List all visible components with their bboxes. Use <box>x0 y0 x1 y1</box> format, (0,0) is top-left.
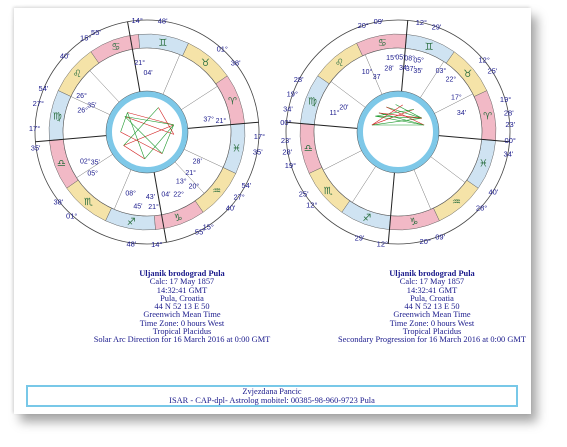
chart-wheel-solar-arc <box>27 12 267 252</box>
coordinates: 44 N 52 13 E 50 <box>154 302 210 312</box>
planet-degree-label: 37° <box>203 116 214 124</box>
planet-degree-label: 21° <box>185 170 196 178</box>
planet-degree-label: 20° <box>188 183 200 191</box>
zodiac-sign-icon: ♑ <box>409 217 419 229</box>
cusp-degree-label: 12° <box>376 239 389 249</box>
cusp-degree-label: 35' <box>30 143 41 153</box>
cusp-degree-label: 40' <box>59 51 70 61</box>
planet-degree-label: 37 <box>372 73 381 81</box>
zodiac-sign-icon: ♐ <box>126 217 136 229</box>
planet-degree-label: 35' <box>413 67 423 75</box>
cusp-degree-label: 15° <box>80 33 92 43</box>
cusp-degree-label: 27° <box>233 192 245 202</box>
method: Secondary Progression for 16 March 2016 at 0:00 GMT <box>338 335 526 345</box>
zodiac-sign-icon: ♌ <box>335 57 344 69</box>
planet-degree-label: 26° <box>77 107 88 115</box>
mean-time: Greenwich Mean Time <box>143 310 221 320</box>
cusp-degree-label: 14° <box>131 15 143 25</box>
cusp-degree-label: 15° <box>202 222 214 232</box>
planet-degree-label: 05° <box>413 57 424 65</box>
planet-degree-label: 21° <box>148 204 159 212</box>
planet-degree-label: 37' <box>405 65 415 73</box>
cusp-degree-label: 28° <box>475 203 488 213</box>
aspect-ring <box>109 94 185 170</box>
zodiac-sign-icon: ♒ <box>212 185 222 197</box>
cusp-degree-label: 01° <box>66 211 78 221</box>
cusp-degree-label: 55' <box>91 27 101 37</box>
cusp-degree-label: 23' <box>280 135 291 145</box>
method: Solar Arc Direction for 16 March 2016 at 0:00 GMT <box>93 335 271 345</box>
cusp-degree-label: 12° <box>306 200 318 210</box>
planet-degree-label: 35' <box>87 102 97 110</box>
zodiac-sign-icon: ♌ <box>72 69 82 81</box>
zodiac-sign-icon: ♊ <box>158 37 168 49</box>
zodiac-sign-icon: ♋ <box>377 37 387 49</box>
planet-degree-label: 28' <box>384 65 394 73</box>
cusp-degree-label: 38' <box>230 58 241 68</box>
cusp-degree-label: 20° <box>419 237 431 247</box>
chart-wheel-progression <box>278 12 518 252</box>
house-system: Tropical Placidus <box>152 327 212 337</box>
calc-date: Calc: 17 May 1857 <box>149 277 215 287</box>
cusp-degree-label: 48' <box>126 239 137 249</box>
cusp-degree-label: 19° <box>286 89 298 99</box>
cusp-degree-label: 19° <box>499 95 512 105</box>
planet-degree-label: 05° <box>87 170 98 178</box>
planet-degree-label: 28' <box>192 158 202 166</box>
cusp-degree-label: 38' <box>53 197 64 207</box>
planet-degree-label: 05° <box>395 54 406 62</box>
zodiac-sign-icon: ♑ <box>173 213 183 225</box>
zodiac-sign-icon: ♏ <box>323 185 333 197</box>
zodiac-sign-icon: ♓ <box>479 158 488 170</box>
author-contact: ISAR - CAP-dpl- Astrolog mobitel: 00385-98-960-9723 Pula <box>169 395 375 405</box>
zodiac-sign-icon: ♏ <box>84 197 93 209</box>
cusp-degree-label: 40' <box>225 203 236 213</box>
zodiac-sign-icon: ♉ <box>463 69 473 81</box>
planet-degree-label: 03° <box>435 68 447 76</box>
cusp-degree-label: 00° <box>504 135 516 145</box>
author-name: Zvjezdana Pancic <box>242 387 302 396</box>
zodiac-sign-icon: ♈ <box>483 111 493 123</box>
chart-sheet <box>14 8 531 414</box>
cusp-degree-label: 25' <box>487 66 498 76</box>
cusp-degree-label: 28' <box>293 75 304 85</box>
planet-degree-label: 20' <box>339 104 349 112</box>
planet-degree-label: 26° <box>76 93 87 101</box>
zodiac-sign-icon: ♒ <box>452 197 461 209</box>
planet-degree-label: 08° <box>125 190 136 198</box>
cusp-degree-label: 29' <box>354 233 365 243</box>
chart-title: Uljanik brodograd Pula <box>389 269 475 278</box>
cusp-degree-label: 01° <box>216 44 228 54</box>
planet-degree-label: 34' <box>399 65 409 73</box>
planet-degree-label: 45' <box>133 203 143 211</box>
zodiac-sign-icon: ♎ <box>303 143 313 155</box>
calc-time: 14:32:41 GMT <box>406 285 458 295</box>
cusp-degree-label: 29' <box>431 22 442 32</box>
mean-time: Greenwich Mean Time <box>393 310 471 320</box>
cusp-degree-label: 35' <box>252 147 263 157</box>
calc-date: Calc: 17 May 1857 <box>399 277 465 287</box>
cusp-degree-label: 34' <box>283 104 293 114</box>
cusp-degree-label: 19° <box>284 160 297 170</box>
cusp-degree-label: 14° <box>151 240 163 250</box>
planet-degree-label: 43' <box>145 194 155 202</box>
time-zone: Time Zone: 0 hours West <box>389 318 475 328</box>
cusp-degree-label: 17° <box>253 131 266 141</box>
cusp-degree-label: 54' <box>241 180 252 190</box>
cusp-degree-label: 27° <box>32 98 45 108</box>
zodiac-sign-icon: ♈ <box>228 96 237 108</box>
chart-caption-left <box>82 270 282 345</box>
zodiac-sign-icon: ♓ <box>232 143 242 155</box>
cusp-degree-label: 55' <box>194 227 205 237</box>
cusp-degree-label: 20° <box>357 21 369 31</box>
zodiac-sign-icon: ♉ <box>201 57 210 69</box>
cusp-degree-label: 28' <box>282 147 293 157</box>
house-system: Tropical Placidus <box>402 327 462 337</box>
time-zone: Time Zone: 0 hours West <box>139 318 225 328</box>
planet-degree-label: 10° <box>361 68 373 76</box>
calc-time: 14:32:41 GMT <box>156 285 208 295</box>
author-footer <box>26 385 518 407</box>
planet-degree-label: 21° <box>215 117 227 125</box>
zodiac-sign-icon: ♍ <box>52 111 62 123</box>
zodiac-sign-icon: ♋ <box>111 41 121 53</box>
planet-degree-label: 22° <box>445 76 457 84</box>
cusp-degree-label: 28' <box>503 108 514 118</box>
cusp-degree-label: 25' <box>298 189 309 199</box>
cusp-degree-label: 12° <box>415 17 428 27</box>
zodiac-sign-icon: ♍ <box>308 96 317 108</box>
chart-title: Uljanik brodograd Pula <box>139 269 225 278</box>
zodiac-sign-icon: ♐ <box>362 213 372 225</box>
planet-degree-label: 22° <box>173 191 184 199</box>
cusp-degree-label: 12° <box>478 55 490 65</box>
planet-degree-label: 17° <box>451 94 462 102</box>
cusp-degree-label: 54' <box>38 84 49 94</box>
zodiac-sign-icon: ♎ <box>57 158 66 170</box>
planet-degree-label: 34' <box>456 110 467 118</box>
coordinates: 44 N 52 13 E 50 <box>404 302 460 312</box>
cusp-degree-label: 09' <box>373 17 384 27</box>
cusp-degree-label: 34' <box>503 149 514 159</box>
place: Pula, Croatia <box>160 293 204 303</box>
cusp-degree-label: 23' <box>505 120 516 130</box>
cusp-degree-label: 48' <box>157 16 168 26</box>
place: Pula, Croatia <box>410 293 454 303</box>
cusp-degree-label: 00° <box>280 118 292 128</box>
planet-degree-label: 08° <box>404 55 415 63</box>
planet-degree-label: 02° <box>80 158 91 166</box>
planet-degree-label: 15° <box>386 54 397 62</box>
planet-degree-label: 21° <box>134 60 146 68</box>
planet-degree-label: 04' <box>143 69 153 77</box>
planet-degree-label: 13° <box>175 178 187 186</box>
planet-degree-label: 11° <box>329 110 340 118</box>
chart-caption-right <box>332 270 532 345</box>
cusp-degree-label: 40' <box>488 187 499 197</box>
planet-degree-label: 04' <box>161 191 171 199</box>
cusp-degree-label: 09' <box>435 232 446 242</box>
aspect-ring <box>360 94 436 170</box>
planet-degree-label: 35' <box>90 159 100 167</box>
zodiac-sign-icon: ♊ <box>424 41 434 53</box>
cusp-degree-label: 17° <box>28 124 41 134</box>
